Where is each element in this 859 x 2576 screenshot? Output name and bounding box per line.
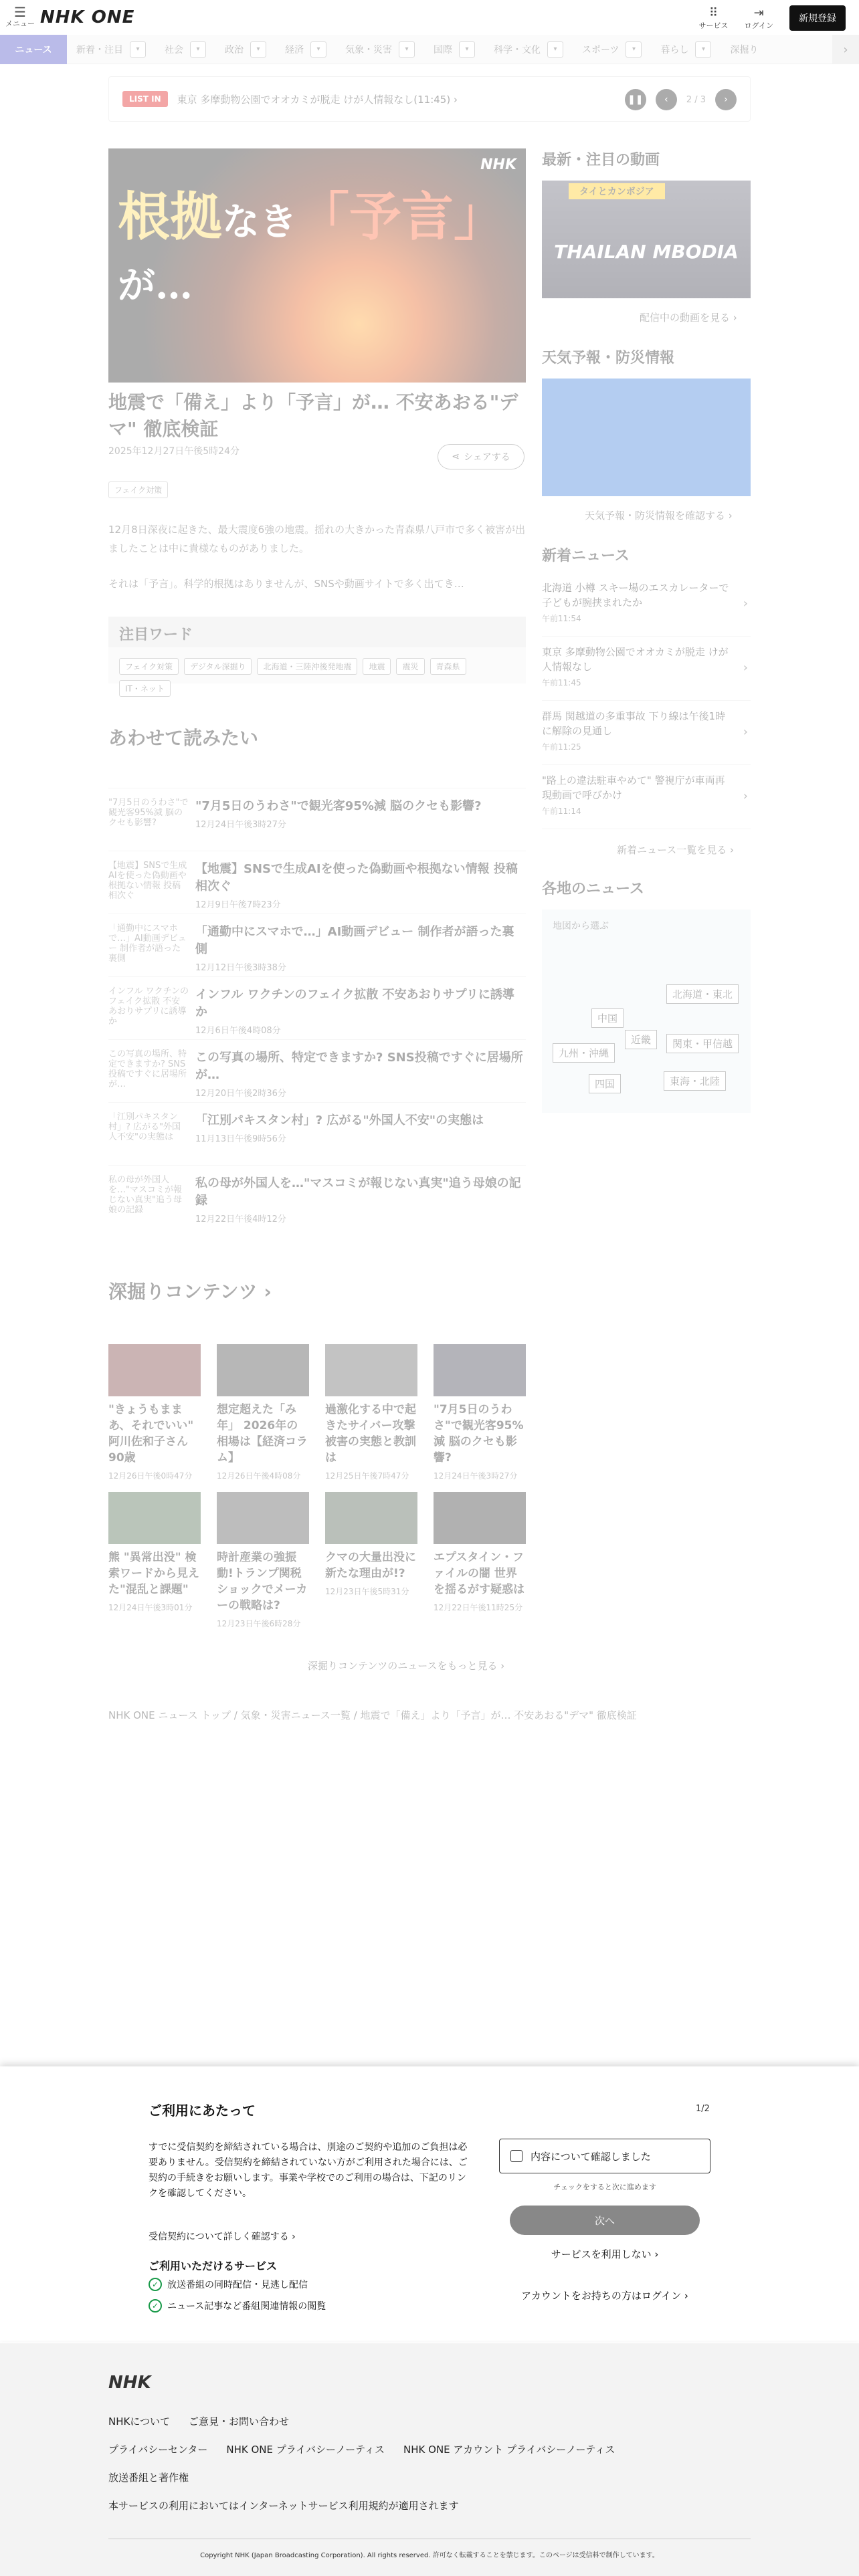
footer-link[interactable]: 放送番組と著作権 xyxy=(108,2472,189,2484)
thumbnail-alt: 【地震】SNSで生成AIを使った偽動画や根拠ない情報 投稿相次ぐ xyxy=(108,861,187,901)
consent-text: すでに受信契約を締結されている場合は、別途のご契約や追加のご負担は必要ありません。受信契約を締結されていない方がご利用された場合には、ご契約の手続きをお願いします。事業や学校でのご利用の場合は、下記のリンクを確認してください。 xyxy=(149,2142,468,2199)
footer-link[interactable]: 本サービスの利用においてはインターネットサービス利用規約が適用されます xyxy=(108,2500,459,2512)
tab-weather[interactable]: 気象・災害 ▾ xyxy=(336,35,424,64)
copyright: Copyright NHK (Japan Broadcasting Corporation). All rights reserved. 許可なく転載することを禁じます。このページは受信料で制作しています。 xyxy=(200,2552,659,2559)
thumbnail-alt: 私の母が外国人を…"マスコミが報じない真実"追う母娘の記録 xyxy=(108,1175,182,1215)
consent-title: ご利用にあたって xyxy=(149,2103,256,2119)
region-tokai-hokuriku[interactable]: 東海・北陸 xyxy=(664,1071,726,1091)
regional-news-title: 各地のニュース xyxy=(542,881,644,897)
article-body-1: 12月8日深夜に起きた、最大震度6強の地震。揺れの大きかった青森県八戸市で多く被害が出ましたことは中に貴様なものがありました。 xyxy=(108,524,526,554)
deep-card[interactable]: 熊 "異常出没" 検索ワードから見えた"混乱と課題" 12月24日午後3時01分 xyxy=(108,1492,201,1629)
card-image xyxy=(108,1344,201,1396)
next-button[interactable]: 次へ xyxy=(510,2206,700,2235)
related-title: あわせて読みたい xyxy=(108,727,259,749)
chevron-right-icon: › xyxy=(743,661,748,675)
thumbnail-alt: "7月5日のうわさ"で観光客95%減 脳のクセも影響? xyxy=(108,798,189,828)
article-title: 地震で「備え」より「予言」が… 不安あおる"デマ" 徹底検証 xyxy=(108,391,518,440)
share-icon: ⋖ xyxy=(452,451,460,462)
decline-service-link[interactable]: サービスを利用しない › xyxy=(551,2248,659,2260)
breadcrumb: NHK ONE ニュース トップ / 気象・災害ニュース一覧 / 地震で「備え」より「予言」が… 不安あおる"デマ" 徹底検証 xyxy=(108,1709,637,1721)
contract-details-link[interactable]: 受信契約について詳しく確認する › xyxy=(149,2232,296,2242)
card-image xyxy=(434,1492,526,1544)
deep-dive-title[interactable]: 深掘りコンテンツ › xyxy=(108,1281,272,1303)
list-item[interactable]: 私の母が外国人を…"マスコミが報じない真実"追う母娘の記録 私の母が外国人を…"マスコミが報じない真実"追う母娘の記録 12月22日午後4時12分 xyxy=(108,1165,526,1228)
video-more-link[interactable]: 配信中の動画を見る › xyxy=(640,312,737,324)
thumbnail-alt: 「通勤中にスマホで…」AI動画デビュー 制作者が語った裏側 xyxy=(108,924,187,964)
video-thumbnail[interactable] xyxy=(542,181,751,298)
tab-life[interactable]: 暮らし ▾ xyxy=(651,35,721,64)
deep-more-link[interactable]: 深掘りコンテンツのニュースをもっと見る › xyxy=(308,1660,505,1672)
ticker-text[interactable]: 東京 多摩動物公園でオオカミが脱走 けが人情報なし(11:45) › xyxy=(177,93,458,106)
services-title: ご利用いただけるサービス xyxy=(149,2260,278,2272)
keyword-chip[interactable]: IT・ネット xyxy=(119,680,171,697)
article-date: 2025年12月27日午後5時24分 xyxy=(108,446,240,457)
region-map-label: 地図から選ぶ xyxy=(553,921,609,932)
next-icon[interactable]: › xyxy=(715,89,737,110)
region-kyushu-okinawa[interactable]: 九州・沖縄 xyxy=(553,1043,615,1063)
keyword-chip[interactable]: フェイク対策 xyxy=(119,658,179,675)
tab-international[interactable]: 国際 ▾ xyxy=(424,35,484,64)
region-chugoku[interactable]: 中国 xyxy=(591,1008,624,1028)
deep-card[interactable]: 過激化する中で起きたサイバー攻撃 被害の実態と教訓は 12月25日午後7時47分 xyxy=(325,1344,417,1481)
nhk-watermark: NHK xyxy=(480,156,516,173)
weather-title: 天気予報・防災情報 xyxy=(542,350,675,366)
related-list xyxy=(108,788,526,1228)
keyword-chip[interactable]: 北海道・三陸沖後発地震 xyxy=(257,658,357,675)
keyword-chip[interactable]: 青森県 xyxy=(430,658,466,675)
list-item[interactable]: インフル ワクチンのフェイク拡散 不安あおりサプリに誘導か インフル ワクチンのフェイク拡散 不安あおりサプリに誘導か 12月6日午後4時08分 xyxy=(108,976,526,1039)
region-kanto[interactable]: 関東・甲信越 xyxy=(666,1034,739,1053)
pause-icon[interactable]: ❚❚ xyxy=(625,89,646,110)
chevron-down-icon[interactable]: ▾ xyxy=(547,41,563,58)
menu-button[interactable]: ☰ メニュー xyxy=(0,6,40,29)
deep-card[interactable]: 想定超えた「み年」 2026年の相場は【経済コラム】 12月26日午後4時08分 xyxy=(217,1344,309,1481)
footer-link[interactable]: NHK ONE プライバシーノーティス xyxy=(226,2444,385,2456)
breaking-news-ticker[interactable] xyxy=(108,76,751,122)
account-login-link[interactable]: アカウントをお持ちの方はログイン › xyxy=(521,2290,688,2302)
weather-map[interactable] xyxy=(542,379,751,496)
login-icon: ⇥ xyxy=(753,5,764,20)
breadcrumb-current: 地震で「備え」より「予言」が… 不安あおる"デマ" 徹底検証 xyxy=(360,1709,637,1721)
footer-link[interactable]: プライバシーセンター xyxy=(108,2444,208,2456)
deep-card[interactable]: 時計産業の強振動!トランプ関税ショックでメーカーの戦略は? 12月23日午後6時28分 xyxy=(217,1492,309,1629)
thumbnail-alt: この写真の場所、特定できますか? SNS投稿ですぐに居場所が… xyxy=(108,1049,187,1089)
tab-deep[interactable]: 深掘り xyxy=(730,44,759,56)
tab-new[interactable]: 新着・注目 ▾ xyxy=(67,35,155,64)
share-button[interactable]: ⋖ シェアする xyxy=(438,444,524,469)
service-item: ✓ 放送番組の同時配信・見逃し配信 xyxy=(149,2278,308,2291)
checkbox-hint: チェックをすると次に進めます xyxy=(553,2183,656,2191)
site-footer xyxy=(0,2343,859,2576)
ticker-page: 2 / 3 xyxy=(686,94,706,105)
chevron-down-icon[interactable]: ▾ xyxy=(626,41,642,58)
chevron-right-icon: › xyxy=(743,725,748,739)
keywords-title: 注目ワード xyxy=(108,617,526,647)
footer-logo: NHK xyxy=(108,2373,151,2393)
category-bar xyxy=(0,35,859,64)
thumbnail-alt: インフル ワクチンのフェイク拡散 不安あおりサプリに誘導か xyxy=(108,986,189,1027)
chevron-down-icon[interactable]: ▾ xyxy=(130,41,146,58)
list-item[interactable]: この写真の場所、特定できますか? SNS投稿ですぐに居場所が… この写真の場所、特定できますか? SNS投稿ですぐに居場所が… 12月20日午後2時36分 xyxy=(108,1039,526,1102)
breadcrumb-item[interactable]: 気象・災害ニュース一覧 xyxy=(240,1709,351,1721)
card-image xyxy=(325,1344,417,1396)
grid-icon: ⠿ xyxy=(708,5,719,20)
weather-more-link[interactable]: 天気予報・防災情報を確認する › xyxy=(585,510,733,522)
check-circle-icon: ✓ xyxy=(149,2278,162,2291)
chevron-down-icon[interactable]: ▾ xyxy=(399,41,415,58)
footer-link[interactable]: NHKについて xyxy=(108,2416,171,2428)
deep-dive-grid xyxy=(108,1344,526,1629)
consent-dialog xyxy=(0,2066,859,2341)
confirm-checkbox[interactable]: 内容について確認しました xyxy=(499,2139,710,2173)
hero-image xyxy=(108,148,526,383)
tab-politics[interactable]: 政治 ▾ xyxy=(215,35,276,64)
services-button[interactable]: ⠿ サービス xyxy=(698,5,729,30)
list-item[interactable]: "7月5日のうわさ"で観光客95%減 脳のクセも影響? "7月5日のうわさ"で観光客95%減 脳のクセも影響? 12月24日午後3時27分 xyxy=(108,788,526,851)
tab-science[interactable]: 科学・文化 ▾ xyxy=(484,35,573,64)
region-map xyxy=(542,909,751,1113)
tab-news[interactable]: ニュース xyxy=(0,35,67,64)
article-tag[interactable]: フェイク対策 xyxy=(108,481,168,498)
region-shikoku[interactable]: 四国 xyxy=(589,1074,621,1093)
consent-page-indicator: 1/2 xyxy=(696,2104,710,2114)
latest-news-more-link[interactable]: 新着ニュース一覧を見る › xyxy=(617,844,735,856)
chevron-right-icon: › xyxy=(743,789,748,803)
chevron-down-icon[interactable]: ▾ xyxy=(310,41,326,58)
deep-card[interactable]: "きょうもままあ、それでいい" 阿川佐和子さん 90歳 12月26日午後0時47分 xyxy=(108,1344,201,1481)
chevron-down-icon[interactable]: ▾ xyxy=(190,41,206,58)
chevron-right-icon: › xyxy=(743,597,748,611)
service-item: ✓ ニュース記事など番組関連情報の閲覧 xyxy=(149,2299,326,2313)
login-button[interactable]: ⇥ ログイン xyxy=(744,5,773,30)
news-item[interactable]: "路上の違法駐車やめて" 警視庁が車両再現動画で呼びかけ 午前11:14 › xyxy=(542,765,751,829)
video-section-title: 最新・注目の動画 xyxy=(542,152,660,169)
latest-news-title: 新着ニュース xyxy=(542,548,630,564)
signup-button[interactable]: 新規登録 xyxy=(789,5,846,31)
latest-news-list xyxy=(542,572,751,829)
chevron-down-icon[interactable]: ▾ xyxy=(250,41,266,58)
deep-card[interactable]: クマの大量出没に新たな理由が!? 12月23日午後5時31分 xyxy=(325,1492,417,1629)
keywords-box xyxy=(108,617,526,693)
card-image xyxy=(108,1492,201,1544)
chevron-down-icon[interactable]: ▾ xyxy=(695,41,711,58)
list-item[interactable]: 「通勤中にスマホで…」AI動画デビュー 制作者が語った裏側 「通勤中にスマホで…」AI動画デビュー 制作者が語った裏側 12月12日午後3時38分 xyxy=(108,914,526,976)
nhk-one-logo[interactable]: NHK ONE xyxy=(40,7,135,27)
hero-caption: 根拠なき「予言」が… xyxy=(118,187,506,308)
tab-society[interactable]: 社会 ▾ xyxy=(155,35,215,64)
thumbnail-alt: 「江別パキスタン村」? 広がる"外国人不安"の実態は xyxy=(108,1112,181,1142)
checkbox-icon[interactable] xyxy=(510,2150,522,2162)
card-image xyxy=(217,1344,309,1396)
keyword-chip[interactable]: 地震 xyxy=(363,658,391,675)
keyword-chip[interactable]: 震災 xyxy=(396,658,424,675)
news-item[interactable]: 東京 多摩動物公園でオオカミが脱走 けが人情報なし 午前11:45 › xyxy=(542,637,751,701)
flash-badge: LIST IN xyxy=(122,91,168,107)
chevron-down-icon[interactable]: ▾ xyxy=(459,41,475,58)
deep-card[interactable]: エプスタイン・ファイルの闇 世界を揺るがす疑惑は 12月22日午後11時25分 xyxy=(434,1492,526,1629)
site-header xyxy=(0,0,859,35)
footer-link[interactable]: NHK ONE アカウント プライバシーノーティス xyxy=(403,2444,615,2456)
hamburger-icon: ☰ xyxy=(14,4,26,20)
video-label: タイとカンボジア xyxy=(569,183,665,199)
news-item[interactable]: 北海道 小樽 スキー場のエスカレーターで子どもが腕挟まれたか 午前11:54 › xyxy=(542,572,751,637)
scroll-right-icon[interactable]: › xyxy=(832,35,859,64)
region-hokkaido-tohoku[interactable]: 北海道・東北 xyxy=(666,984,739,1004)
card-image xyxy=(434,1344,526,1396)
check-circle-icon: ✓ xyxy=(149,2299,162,2313)
article-body-2: それは「予言」。科学的根拠はありませんが、SNSや動画サイトで多く出てき… xyxy=(108,578,464,590)
news-item[interactable]: 群馬 関越道の多重事故 下り線は午後1時に解除の見通し 午前11:25 › xyxy=(542,701,751,765)
card-image xyxy=(217,1492,309,1544)
list-item[interactable]: 「江別パキスタン村」? 広がる"外国人不安"の実態は 「江別パキスタン村」? 広がる"外国人不安"の実態は 11月13日午後9時56分 xyxy=(108,1102,526,1165)
breadcrumb-item[interactable]: NHK ONE ニュース トップ xyxy=(108,1709,231,1721)
keyword-chip[interactable]: デジタル深掘り xyxy=(184,658,252,675)
video-overlay-text: THAILAN MBODIA xyxy=(554,241,739,263)
region-kinki[interactable]: 近畿 xyxy=(625,1030,657,1049)
tab-economy[interactable]: 経済 ▾ xyxy=(276,35,336,64)
tab-sports[interactable]: スポーツ ▾ xyxy=(573,35,651,64)
deep-card[interactable]: "7月5日のうわさ"で観光客95%減 脳のクセも影響? 12月24日午後3時27分 xyxy=(434,1344,526,1481)
list-item[interactable]: 【地震】SNSで生成AIを使った偽動画や根拠ない情報 投稿相次ぐ 【地震】SNSで生成AIを使った偽動画や根拠ない情報 投稿相次ぐ 12月9日午後7時23分 xyxy=(108,851,526,914)
card-image xyxy=(325,1492,417,1544)
prev-icon[interactable]: ‹ xyxy=(656,89,677,110)
footer-link[interactable]: ご意見・お問い合わせ xyxy=(189,2416,290,2428)
